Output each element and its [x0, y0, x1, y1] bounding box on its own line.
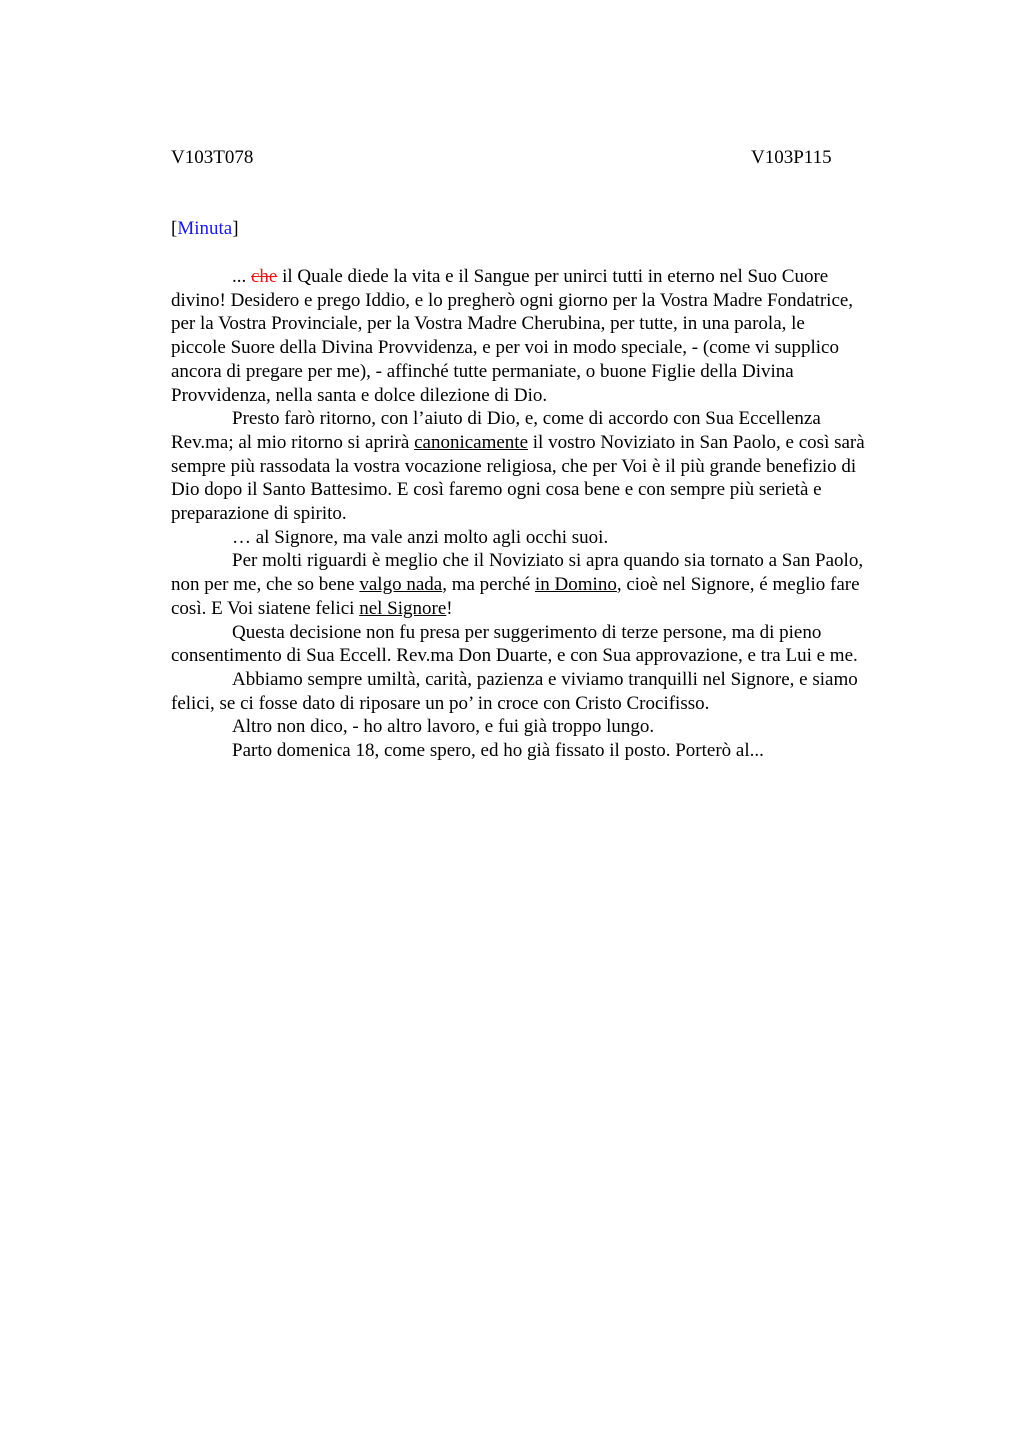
- paragraph-8: [171, 739, 931, 763]
- text-run: Rev.ma; al mio ritorno si aprirà: [171, 431, 415, 453]
- text-line: preparazione di spirito.: [171, 503, 347, 525]
- minuta-open-bracket: [: [171, 218, 178, 239]
- text-line: [171, 431, 931, 455]
- text-line: consentimento di Sua Eccell. Rev.ma Don Duarte, e con Sua approvazione, e tra Lui e me.: [171, 645, 858, 667]
- text-line: [171, 597, 931, 621]
- text-line: per la Vostra Provinciale, per la Vostra Madre Cherubina, per tutte, in una parola, le: [171, 313, 805, 335]
- text-line: Abbiamo sempre umiltà, carità, pazienza e viviamo tranquilli nel Signore, e siamo: [232, 668, 858, 690]
- text-line: … al Signore, ma vale anzi molto agli occhi suoi.: [232, 526, 609, 548]
- text-line: piccole Suore della Divina Provvidenza, e per voi in modo speciale, - (come vi supplico: [171, 337, 839, 359]
- underlined-word: nel Signore: [359, 597, 447, 619]
- text-line: Dio dopo il Santo Battesimo. E così faremo ogni cosa bene e con sempre più serietà e: [171, 479, 822, 501]
- text-run: il vostro Noviziato in San Paolo, e così sarà: [528, 431, 865, 453]
- deleted-word: che: [251, 266, 278, 287]
- minuta-word: Minuta: [177, 218, 233, 239]
- text-line: Questa decisione non fu presa per suggerimento di terze persone, ma di pieno: [232, 621, 822, 643]
- paragraph-6: [171, 668, 931, 715]
- text-run: !: [446, 597, 453, 619]
- paragraph-3: [171, 526, 931, 550]
- text-run: ...: [232, 266, 251, 287]
- paragraph-4: [171, 549, 931, 620]
- text-line: ancora di pregare per me), - affinché tutte permaniate, o buone Figlie della Divina: [171, 360, 794, 382]
- text-line: [171, 265, 931, 289]
- text-line: Altro non dico, - ho altro lavoro, e fui già troppo lungo.: [232, 716, 655, 738]
- text-run: , cioè nel Signore, é meglio fare: [616, 574, 860, 596]
- text-run: così. E Voi siatene felici: [171, 597, 360, 619]
- text-run: , ma perché: [442, 574, 536, 596]
- document-code-right: V103P115: [751, 147, 832, 168]
- paragraph-5: [171, 621, 931, 668]
- paragraph-1: [171, 265, 931, 407]
- text-run: il Quale diede la vita e il Sangue per unirci tutti in eterno nel Suo Cuore: [277, 266, 829, 287]
- underlined-word: valgo nada: [359, 574, 443, 596]
- text-run: non per me, che so bene: [171, 574, 360, 596]
- underlined-word: in Domino: [535, 574, 617, 596]
- text-line: [171, 573, 931, 597]
- text-line: Per molti riguardi è meglio che il Noviziato si apra quando sia tornato a San Paolo,: [232, 550, 864, 572]
- text-line: sempre più rassodata la vostra vocazione religiosa, che per Voi è il più grande benefizio di: [171, 455, 857, 477]
- text-line: felici, se ci fosse dato di riposare un po’ in croce con Cristo Crocifisso.: [171, 692, 710, 714]
- paragraph-2: [171, 407, 931, 526]
- text-line: Presto farò ritorno, con l’aiuto di Dio, e, come di accordo con Sua Eccellenza: [232, 408, 821, 430]
- text-line: Provvidenza, nella santa e dolce dilezione di Dio.: [171, 384, 548, 406]
- paragraph-7: [171, 715, 931, 739]
- text-line: divino! Desidero e prego Iddio, e lo pregherò ogni giorno per la Vostra Madre Fondatrice,: [171, 289, 854, 311]
- letter-body: [171, 265, 931, 763]
- minuta-label: [171, 217, 239, 241]
- underlined-word: canonicamente: [414, 431, 529, 453]
- text-line: Parto domenica 18, come spero, ed ho già fissato il posto. Porterò al...: [232, 740, 764, 762]
- minuta-close-bracket: ]: [232, 218, 239, 239]
- document-code-left: V103T078: [171, 147, 254, 168]
